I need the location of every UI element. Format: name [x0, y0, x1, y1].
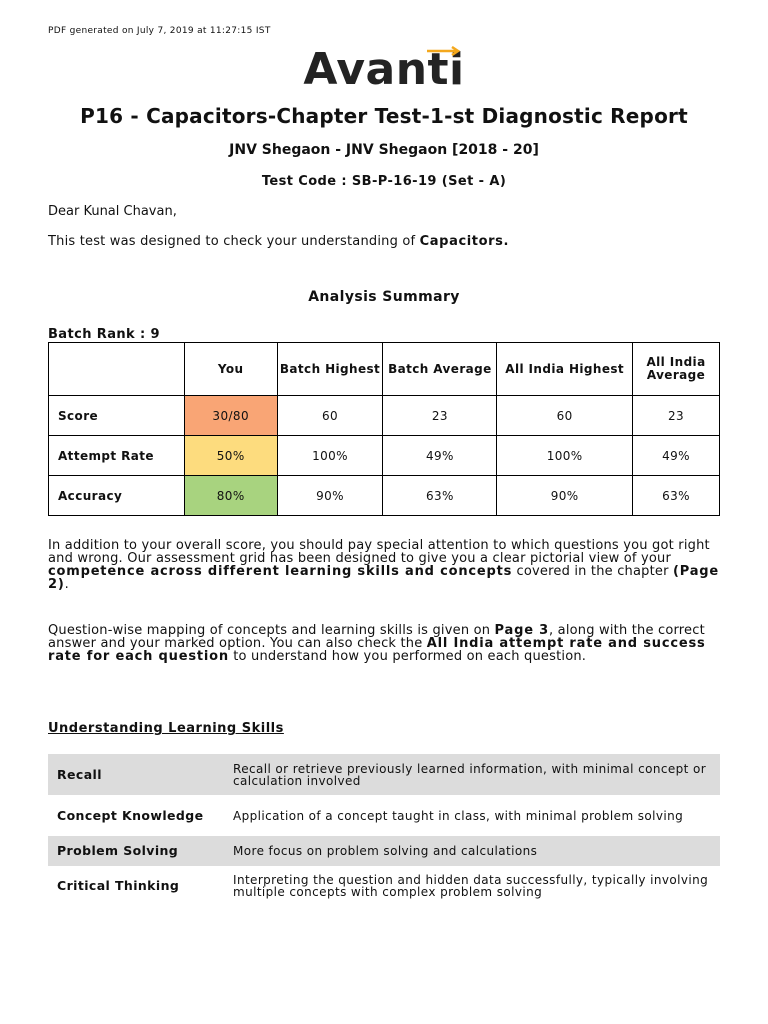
table-cell: 49%: [633, 436, 720, 476]
greeting: Dear Kunal Chavan,: [48, 204, 177, 219]
you-cell: 50%: [184, 436, 277, 476]
table-cell: 63%: [633, 476, 720, 516]
corner-cell: [49, 343, 185, 396]
arrow-right-icon: [427, 46, 463, 56]
logo-text: Avanti: [303, 44, 465, 95]
col-header: Batch Highest: [277, 343, 383, 396]
table-cell: 100%: [497, 436, 633, 476]
skill-name: Critical Thinking: [57, 878, 180, 893]
row-label: Score: [49, 396, 185, 436]
competence-paragraph: [48, 539, 720, 591]
batch-rank: Batch Rank : 9: [48, 327, 160, 342]
analysis-table: [48, 342, 720, 516]
test-code: Test Code : SB-P-16-19 (Set - A): [261, 174, 507, 189]
table-cell: 49%: [383, 436, 497, 476]
col-header: All India Average: [633, 343, 720, 396]
table-row: [49, 436, 720, 476]
table-cell: 90%: [277, 476, 383, 516]
para-bold: (Page 2): [48, 564, 719, 592]
mapping-paragraph: [48, 624, 720, 663]
skill-description: Interpreting the question and hidden data successfully, typically involving multiple concepts with complex problem solving: [233, 873, 709, 899]
para-text: covered in the chapter: [512, 564, 673, 579]
table-cell: 23: [383, 396, 497, 436]
row-label: Accuracy: [49, 476, 185, 516]
school-name: JNV Shegaon - JNV Shegaon [2018 - 20]: [229, 142, 539, 158]
logo-wordmark: [303, 44, 464, 96]
skills-table: [48, 754, 720, 906]
skill-name: Problem Solving: [48, 836, 224, 866]
skill-row: [48, 754, 720, 795]
skill-row: [48, 866, 720, 906]
para-bold: Page 3: [494, 623, 549, 638]
para-text: In addition to your overall score, you should pay special attention to which questions you got right and wrong. Our assessment grid has been designed to give you a clear pictorial view of your: [48, 538, 710, 566]
report-title: P16 - Capacitors-Chapter Test-1-st Diagnostic Report: [80, 104, 688, 128]
para-text: to understand how you performed on each question.: [228, 649, 587, 664]
generated-timestamp: PDF generated on July 7, 2019 at 11:27:15 IST: [48, 26, 271, 36]
para-text: , along with the correct answer and your marked option. You can also check the: [48, 623, 705, 651]
table-header-row: [49, 343, 720, 396]
para-text: Question-wise mapping of concepts and learning skills is given on: [48, 623, 495, 638]
skill-name: Recall: [48, 754, 224, 795]
table-cell: 90%: [497, 476, 633, 516]
topic-name: Capacitors.: [419, 234, 510, 249]
table-row: [49, 396, 720, 436]
intro-sentence: This test was designed to check your understanding of: [48, 234, 420, 249]
skill-description: Recall or retrieve previously learned information, with minimal concept or calculation involved: [224, 754, 720, 795]
table-row: [49, 476, 720, 516]
row-label: Attempt Rate: [49, 436, 185, 476]
table-cell: 63%: [383, 476, 497, 516]
table-cell: 60: [277, 396, 383, 436]
table-cell: 60: [497, 396, 633, 436]
skill-row: [48, 836, 720, 866]
para-text: .: [64, 577, 69, 592]
col-header: Batch Average: [383, 343, 497, 396]
skills-heading: Understanding Learning Skills: [48, 721, 284, 736]
table-cell: 23: [633, 396, 720, 436]
table-cell: 100%: [277, 436, 383, 476]
skill-description: More focus on problem solving and calculations: [224, 836, 720, 866]
analysis-heading: Analysis Summary: [308, 289, 460, 305]
skill-description: Application of a concept taught in class, with minimal problem solving: [233, 808, 684, 823]
avanti-logo: [0, 44, 768, 96]
para-bold: All India attempt rate and success rate for each question: [48, 636, 706, 664]
skill-row: [48, 795, 720, 836]
para-bold: competence across different learning skills and concepts: [48, 564, 513, 579]
you-cell: 80%: [184, 476, 277, 516]
intro-text: [48, 234, 509, 249]
skill-name: Concept Knowledge: [57, 807, 204, 823]
col-header: You: [184, 343, 277, 396]
col-header: All India Highest: [497, 343, 633, 396]
you-cell: 30/80: [184, 396, 277, 436]
